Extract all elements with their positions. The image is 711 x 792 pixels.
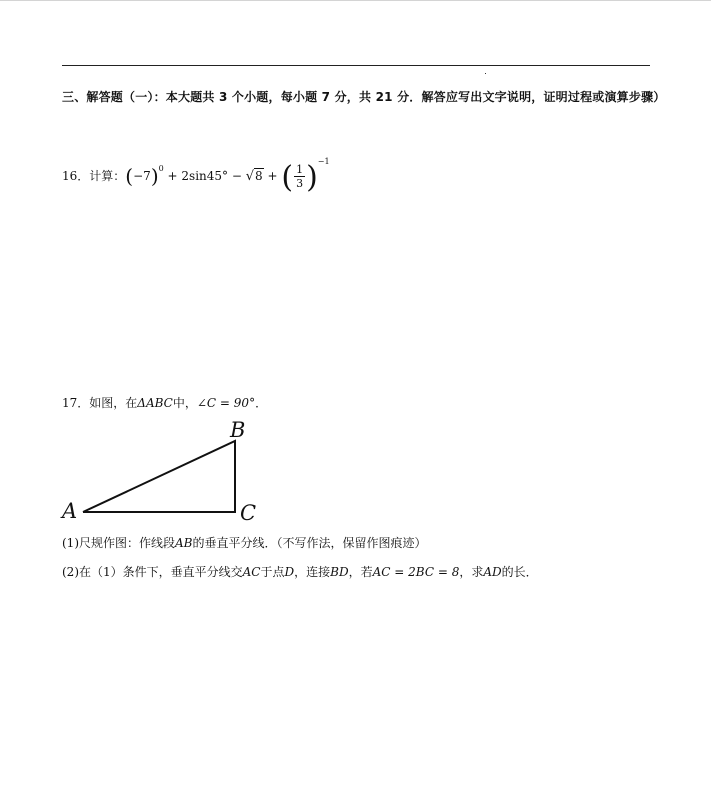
question-17	[62, 394, 267, 412]
page-top-border	[0, 0, 711, 1]
segment-ac: AC	[242, 565, 261, 579]
segment-ab: AB	[175, 536, 193, 550]
segment-ad: AD	[483, 565, 502, 579]
paren-close: )	[150, 164, 159, 188]
plus-sign: +	[263, 169, 282, 183]
angle-condition: ∠C = 90°	[196, 396, 256, 410]
triangle-figure	[55, 414, 285, 526]
sub-question-text: ，求	[459, 565, 484, 579]
sub-question-text: (2)在（1）条件下，垂直平分线交	[62, 565, 243, 579]
radicand: 8	[255, 169, 263, 183]
exponent-negative-one: −1	[317, 157, 330, 166]
stray-dot	[485, 73, 486, 74]
question-number: 17．	[62, 396, 90, 410]
question-text: 如图，在	[89, 396, 138, 410]
header-rule	[62, 65, 650, 66]
sub-question-text: 于点	[260, 565, 285, 579]
triangle-outline	[83, 441, 235, 512]
paren-open: (	[125, 164, 134, 188]
square-root	[246, 164, 264, 189]
sub-question-text: (1)尺规作图：作线段	[62, 536, 175, 550]
fraction	[294, 164, 305, 190]
sub-question-text: 的垂直平分线．（不写作法，保留作图痕迹）	[192, 536, 427, 550]
question-16	[62, 150, 330, 195]
expression	[125, 157, 330, 195]
question-text: 中，	[172, 396, 197, 410]
question-end: ．	[255, 396, 268, 410]
exponent-zero: 0	[158, 164, 164, 173]
radical-sign: √	[245, 169, 255, 184]
vertex-label-c: C	[240, 501, 257, 525]
base-value: −7	[133, 169, 151, 183]
length-equation: AC = 2BC = 8	[372, 565, 460, 579]
sub-question-text: ，若	[348, 565, 373, 579]
paren-open-large: (	[281, 160, 294, 195]
sub-question-text: 的长．	[501, 565, 538, 579]
sub-question-1	[62, 534, 427, 552]
question-prompt: 计算：	[89, 169, 126, 183]
paren-close-large: )	[306, 160, 318, 195]
sub-question-text: ，连接	[294, 565, 331, 579]
vertex-label-a: A	[62, 499, 78, 523]
vertex-label-b: B	[230, 418, 246, 442]
sub-question-2	[62, 563, 538, 581]
section-heading: 三、解答题（一）：本大题共 3 个小题，每小题 7 分，共 21 分．解答应写出文字说明，证明过程或演算步骤）	[62, 90, 666, 104]
sin-term: + 2sin45° −	[163, 169, 246, 183]
segment-bd: BD	[330, 565, 349, 579]
fraction-numerator: 1	[296, 162, 304, 176]
question-number: 16．	[62, 169, 90, 183]
fraction-denominator: 3	[296, 176, 304, 190]
triangle-name: ΔABC	[137, 396, 173, 410]
point-d: D	[284, 565, 295, 579]
